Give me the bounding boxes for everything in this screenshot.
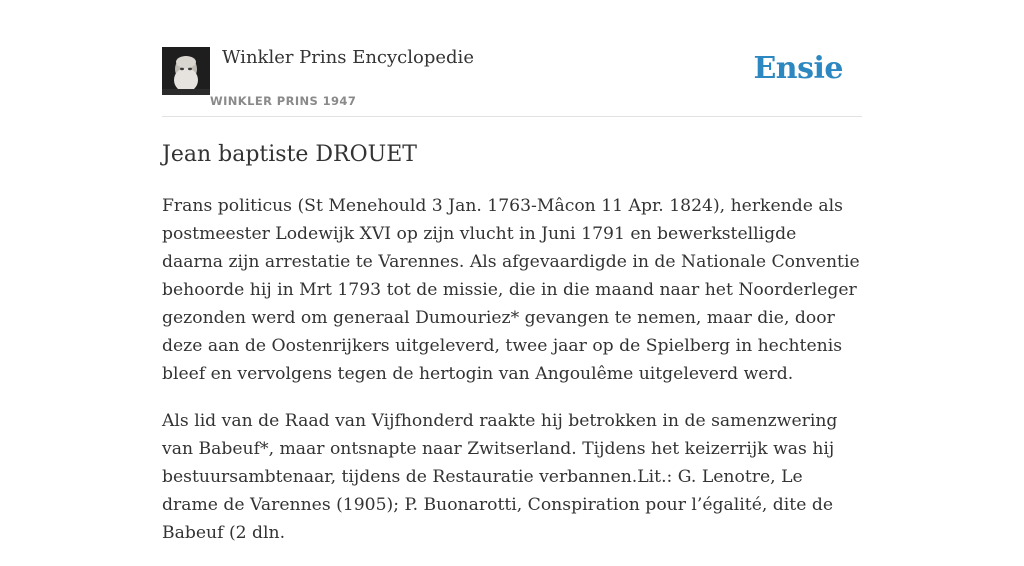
- source-edition: WINKLER PRINS 1947: [210, 94, 357, 108]
- paragraph: Frans politicus (St Menehould 3 Jan. 1763-Mâcon 11 Apr. 1824), herkende als postmeester Lodewijk XVI op zijn vlucht in Juni 1791 en bewerkstelligde daarna zijn arrestatie te Varennes. Als afgevaardigde in de Nationale Conventie behoorde hij in Mrt 1793 tot de missie, die in die maand naar het Noorderleger gezonden werd om generaal Dumouriez* gevangen te nemen, maar die, door deze aan de Oostenrijkers uitgeleverd, twee jaar op de Spielberg in hechtenis bleef en vervolgens tegen de hertogin van Angoulême uitgeleverd werd.: [162, 196, 860, 384]
- article-body: [162, 192, 862, 566]
- article-card: [162, 0, 862, 543]
- author-portrait-icon: [162, 47, 210, 95]
- article-header: [162, 0, 862, 117]
- paragraph: Als lid van de Raad van Vijfhonderd raakte hij betrokken in de samenzwering van Babeuf*, maar ontsnapte naar Zwitserland. Tijdens het keizerrijk was hij bestuursambtenaar, tijdens de Restauratie verbannen.Lit.: G. Lenotre, Le drame de Varennes (1905); P. Buonarotti, Conspiration pour l’égalité, dite de Babeuf (2 dln.: [162, 411, 838, 543]
- brand-logo[interactable]: Ensie: [753, 51, 843, 86]
- avatar[interactable]: [162, 47, 210, 95]
- source-name[interactable]: Winkler Prins Encyclopedie: [222, 47, 474, 68]
- page-title: Jean baptiste DROUET: [162, 142, 417, 167]
